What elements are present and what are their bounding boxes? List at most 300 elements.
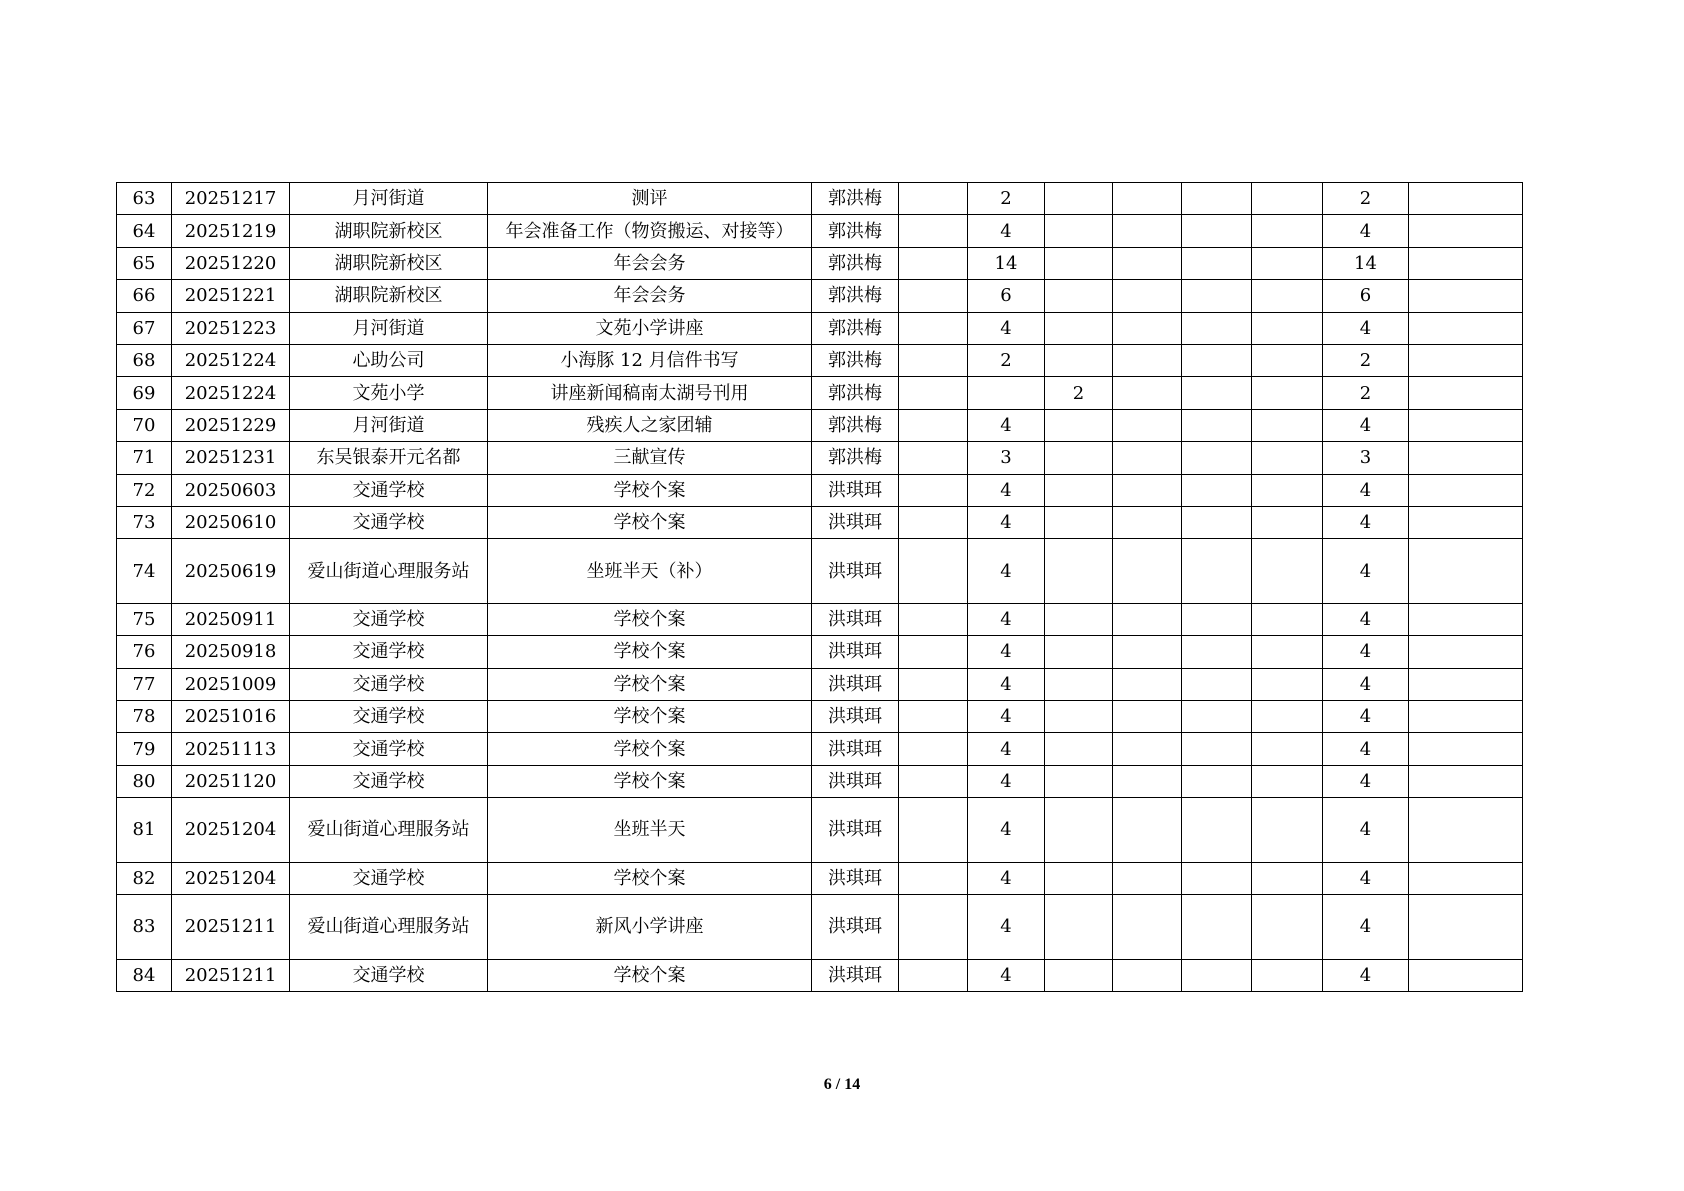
col3-cell: [1045, 668, 1113, 700]
total-cell: 4: [1323, 603, 1409, 635]
col6-cell: [1252, 280, 1323, 312]
row-number: 79: [117, 733, 172, 765]
col5-cell: [1182, 700, 1252, 732]
col5-cell: [1182, 506, 1252, 538]
place-cell: 交通学校: [290, 506, 488, 538]
col4-cell: [1113, 700, 1182, 732]
table-row: [117, 442, 1523, 474]
person-cell: 洪琪珥: [812, 959, 899, 991]
col1-cell: [899, 442, 968, 474]
date-cell: 20251231: [172, 442, 290, 474]
row-number: 83: [117, 895, 172, 960]
col3-cell: [1045, 700, 1113, 732]
col4-cell: [1113, 959, 1182, 991]
page-number: 6 / 14: [823, 1076, 861, 1093]
row-number: 80: [117, 765, 172, 797]
place-cell: 东吴银泰开元名都: [290, 442, 488, 474]
place-cell: 交通学校: [290, 603, 488, 635]
date-cell: 20251220: [172, 247, 290, 279]
person-cell: 洪琪珥: [812, 668, 899, 700]
person-cell: 郭洪梅: [812, 442, 899, 474]
col1-cell: [899, 798, 968, 863]
total-cell: 4: [1323, 474, 1409, 506]
col1-cell: [899, 668, 968, 700]
total-cell: 4: [1323, 895, 1409, 960]
col1-cell: [899, 474, 968, 506]
table-row: [117, 344, 1523, 376]
total-cell: 2: [1323, 377, 1409, 409]
col1-cell: [899, 895, 968, 960]
col3-cell: [1045, 344, 1113, 376]
col1-cell: [899, 377, 968, 409]
row-number: 77: [117, 668, 172, 700]
person-cell: 洪琪珥: [812, 506, 899, 538]
col4-cell: [1113, 506, 1182, 538]
content-cell: 学校个案: [488, 506, 812, 538]
total-cell: 6: [1323, 280, 1409, 312]
table-row: [117, 474, 1523, 506]
date-cell: 20251217: [172, 183, 290, 215]
col1-cell: [899, 247, 968, 279]
col3-cell: [1045, 765, 1113, 797]
person-cell: 洪琪珥: [812, 700, 899, 732]
col5-cell: [1182, 798, 1252, 863]
total-cell: 2: [1323, 183, 1409, 215]
note-cell: [1409, 539, 1523, 604]
table-row: [117, 183, 1523, 215]
total-cell: 4: [1323, 312, 1409, 344]
place-cell: 湖职院新校区: [290, 280, 488, 312]
person-cell: 郭洪梅: [812, 215, 899, 247]
note-cell: [1409, 733, 1523, 765]
col6-cell: [1252, 862, 1323, 894]
col6-cell: [1252, 442, 1323, 474]
col5-cell: [1182, 765, 1252, 797]
place-cell: 交通学校: [290, 668, 488, 700]
col4-cell: [1113, 862, 1182, 894]
col3-cell: [1045, 442, 1113, 474]
col1-cell: [899, 409, 968, 441]
row-number: 64: [117, 215, 172, 247]
content-cell: 年会准备工作（物资搬运、对接等）: [488, 215, 812, 247]
row-number: 84: [117, 959, 172, 991]
note-cell: [1409, 700, 1523, 732]
date-cell: 20251223: [172, 312, 290, 344]
col3-cell: [1045, 895, 1113, 960]
content-cell: 学校个案: [488, 668, 812, 700]
hours-cell: 4: [968, 539, 1045, 604]
service-record-table: [116, 182, 1523, 992]
note-cell: [1409, 603, 1523, 635]
person-cell: 郭洪梅: [812, 183, 899, 215]
col4-cell: [1113, 798, 1182, 863]
table-row: [117, 377, 1523, 409]
person-cell: 郭洪梅: [812, 377, 899, 409]
place-cell: 交通学校: [290, 862, 488, 894]
hours-cell: 4: [968, 215, 1045, 247]
person-cell: 洪琪珥: [812, 895, 899, 960]
note-cell: [1409, 636, 1523, 668]
content-cell: 学校个案: [488, 959, 812, 991]
note-cell: [1409, 798, 1523, 863]
table-row: [117, 636, 1523, 668]
col6-cell: [1252, 959, 1323, 991]
col5-cell: [1182, 636, 1252, 668]
note-cell: [1409, 959, 1523, 991]
place-cell: 湖职院新校区: [290, 215, 488, 247]
table-body: [117, 183, 1523, 992]
date-cell: 20251016: [172, 700, 290, 732]
col3-cell: [1045, 506, 1113, 538]
person-cell: 郭洪梅: [812, 280, 899, 312]
col5-cell: [1182, 183, 1252, 215]
hours-cell: 2: [968, 344, 1045, 376]
content-cell: 残疾人之家团辅: [488, 409, 812, 441]
col5-cell: [1182, 215, 1252, 247]
content-cell: 新风小学讲座: [488, 895, 812, 960]
content-cell: 学校个案: [488, 700, 812, 732]
person-cell: 洪琪珥: [812, 733, 899, 765]
col6-cell: [1252, 474, 1323, 506]
content-cell: 学校个案: [488, 733, 812, 765]
place-cell: 交通学校: [290, 700, 488, 732]
col3-cell: [1045, 280, 1113, 312]
col6-cell: [1252, 765, 1323, 797]
col4-cell: [1113, 668, 1182, 700]
table-row: [117, 409, 1523, 441]
table-row: [117, 280, 1523, 312]
note-cell: [1409, 280, 1523, 312]
col6-cell: [1252, 700, 1323, 732]
col6-cell: [1252, 895, 1323, 960]
col5-cell: [1182, 344, 1252, 376]
total-cell: 4: [1323, 700, 1409, 732]
col1-cell: [899, 636, 968, 668]
content-cell: 坐班半天: [488, 798, 812, 863]
total-cell: 4: [1323, 636, 1409, 668]
total-cell: 4: [1323, 409, 1409, 441]
place-cell: 交通学校: [290, 765, 488, 797]
date-cell: 20251211: [172, 959, 290, 991]
col4-cell: [1113, 442, 1182, 474]
col5-cell: [1182, 312, 1252, 344]
hours-cell: 4: [968, 409, 1045, 441]
col3-cell: [1045, 603, 1113, 635]
col6-cell: [1252, 798, 1323, 863]
table-row: [117, 603, 1523, 635]
note-cell: [1409, 474, 1523, 506]
place-cell: 月河街道: [290, 183, 488, 215]
row-number: 66: [117, 280, 172, 312]
date-cell: 20251224: [172, 377, 290, 409]
hours-cell: 4: [968, 765, 1045, 797]
col4-cell: [1113, 215, 1182, 247]
col3-cell: [1045, 474, 1113, 506]
row-number: 68: [117, 344, 172, 376]
table-row: [117, 798, 1523, 863]
hours-cell: 4: [968, 959, 1045, 991]
total-cell: 4: [1323, 733, 1409, 765]
col4-cell: [1113, 247, 1182, 279]
col5-cell: [1182, 247, 1252, 279]
hours-cell: 4: [968, 862, 1045, 894]
col6-cell: [1252, 247, 1323, 279]
content-cell: 学校个案: [488, 603, 812, 635]
col4-cell: [1113, 636, 1182, 668]
col5-cell: [1182, 280, 1252, 312]
col1-cell: [899, 215, 968, 247]
total-cell: 2: [1323, 344, 1409, 376]
col3-cell: [1045, 409, 1113, 441]
col3-cell: [1045, 959, 1113, 991]
date-cell: 20251229: [172, 409, 290, 441]
place-cell: 文苑小学: [290, 377, 488, 409]
hours-cell: 4: [968, 506, 1045, 538]
col4-cell: [1113, 474, 1182, 506]
col5-cell: [1182, 539, 1252, 604]
place-cell: 交通学校: [290, 959, 488, 991]
person-cell: 郭洪梅: [812, 344, 899, 376]
row-number: 74: [117, 539, 172, 604]
person-cell: 郭洪梅: [812, 312, 899, 344]
table-row: [117, 506, 1523, 538]
col6-cell: [1252, 409, 1323, 441]
col4-cell: [1113, 539, 1182, 604]
col1-cell: [899, 183, 968, 215]
col6-cell: [1252, 636, 1323, 668]
table-row: [117, 700, 1523, 732]
col5-cell: [1182, 959, 1252, 991]
content-cell: 学校个案: [488, 862, 812, 894]
hours-cell: 6: [968, 280, 1045, 312]
col6-cell: [1252, 215, 1323, 247]
col1-cell: [899, 603, 968, 635]
col3-cell: [1045, 247, 1113, 279]
total-cell: 4: [1323, 506, 1409, 538]
date-cell: 20251204: [172, 798, 290, 863]
hours-cell: 4: [968, 474, 1045, 506]
col6-cell: [1252, 668, 1323, 700]
table-row: [117, 862, 1523, 894]
record-table-container: [116, 182, 1523, 992]
place-cell: 心助公司: [290, 344, 488, 376]
col1-cell: [899, 539, 968, 604]
date-cell: 20250911: [172, 603, 290, 635]
col6-cell: [1252, 506, 1323, 538]
note-cell: [1409, 409, 1523, 441]
total-cell: 4: [1323, 862, 1409, 894]
person-cell: 郭洪梅: [812, 247, 899, 279]
note-cell: [1409, 506, 1523, 538]
col5-cell: [1182, 409, 1252, 441]
col3-cell: [1045, 798, 1113, 863]
col3-cell: [1045, 215, 1113, 247]
hours-cell: 3: [968, 442, 1045, 474]
content-cell: 年会会务: [488, 247, 812, 279]
row-number: 75: [117, 603, 172, 635]
hours-cell: 4: [968, 668, 1045, 700]
col4-cell: [1113, 280, 1182, 312]
col5-cell: [1182, 377, 1252, 409]
table-row: [117, 733, 1523, 765]
person-cell: 洪琪珥: [812, 798, 899, 863]
total-cell: 4: [1323, 668, 1409, 700]
col4-cell: [1113, 312, 1182, 344]
col3-cell: [1045, 183, 1113, 215]
note-cell: [1409, 862, 1523, 894]
col6-cell: [1252, 183, 1323, 215]
col3-cell: [1045, 636, 1113, 668]
col1-cell: [899, 862, 968, 894]
col1-cell: [899, 280, 968, 312]
col4-cell: [1113, 733, 1182, 765]
hours-cell: 4: [968, 312, 1045, 344]
content-cell: 学校个案: [488, 636, 812, 668]
note-cell: [1409, 668, 1523, 700]
col3-cell: [1045, 539, 1113, 604]
row-number: 70: [117, 409, 172, 441]
date-cell: 20251204: [172, 862, 290, 894]
row-number: 73: [117, 506, 172, 538]
content-cell: 年会会务: [488, 280, 812, 312]
row-number: 78: [117, 700, 172, 732]
place-cell: 爱山街道心理服务站: [290, 798, 488, 863]
note-cell: [1409, 183, 1523, 215]
total-cell: 4: [1323, 959, 1409, 991]
place-cell: 月河街道: [290, 409, 488, 441]
col4-cell: [1113, 344, 1182, 376]
date-cell: 20250603: [172, 474, 290, 506]
row-number: 82: [117, 862, 172, 894]
place-cell: 交通学校: [290, 733, 488, 765]
total-cell: 14: [1323, 247, 1409, 279]
content-cell: 三献宣传: [488, 442, 812, 474]
hours-cell: 2: [968, 183, 1045, 215]
content-cell: 学校个案: [488, 765, 812, 797]
hours-cell: [968, 377, 1045, 409]
table-row: [117, 539, 1523, 604]
col5-cell: [1182, 862, 1252, 894]
hours-cell: 4: [968, 798, 1045, 863]
date-cell: 20251211: [172, 895, 290, 960]
person-cell: 洪琪珥: [812, 765, 899, 797]
col5-cell: [1182, 442, 1252, 474]
col4-cell: [1113, 895, 1182, 960]
table-row: [117, 312, 1523, 344]
total-cell: 4: [1323, 215, 1409, 247]
table-row: [117, 959, 1523, 991]
col4-cell: [1113, 377, 1182, 409]
col4-cell: [1113, 409, 1182, 441]
person-cell: 洪琪珥: [812, 636, 899, 668]
content-cell: 测评: [488, 183, 812, 215]
col6-cell: [1252, 539, 1323, 604]
row-number: 81: [117, 798, 172, 863]
note-cell: [1409, 247, 1523, 279]
date-cell: 20251120: [172, 765, 290, 797]
col1-cell: [899, 506, 968, 538]
col6-cell: [1252, 733, 1323, 765]
date-cell: 20251219: [172, 215, 290, 247]
row-number: 69: [117, 377, 172, 409]
note-cell: [1409, 215, 1523, 247]
total-cell: 4: [1323, 798, 1409, 863]
col5-cell: [1182, 474, 1252, 506]
total-cell: 4: [1323, 765, 1409, 797]
note-cell: [1409, 442, 1523, 474]
date-cell: 20251224: [172, 344, 290, 376]
place-cell: 月河街道: [290, 312, 488, 344]
note-cell: [1409, 765, 1523, 797]
col4-cell: [1113, 765, 1182, 797]
hours-cell: 4: [968, 636, 1045, 668]
date-cell: 20250619: [172, 539, 290, 604]
hours-cell: 4: [968, 733, 1045, 765]
person-cell: 洪琪珥: [812, 862, 899, 894]
col1-cell: [899, 733, 968, 765]
table-row: [117, 668, 1523, 700]
total-cell: 4: [1323, 539, 1409, 604]
date-cell: 20251221: [172, 280, 290, 312]
table-row: [117, 765, 1523, 797]
content-cell: 文苑小学讲座: [488, 312, 812, 344]
total-cell: 3: [1323, 442, 1409, 474]
place-cell: 爱山街道心理服务站: [290, 895, 488, 960]
col6-cell: [1252, 344, 1323, 376]
place-cell: 爱山街道心理服务站: [290, 539, 488, 604]
content-cell: 坐班半天（补）: [488, 539, 812, 604]
content-cell: 讲座新闻稿南太湖号刊用: [488, 377, 812, 409]
row-number: 76: [117, 636, 172, 668]
col4-cell: [1113, 603, 1182, 635]
col1-cell: [899, 312, 968, 344]
note-cell: [1409, 895, 1523, 960]
col5-cell: [1182, 733, 1252, 765]
place-cell: 交通学校: [290, 636, 488, 668]
date-cell: 20250610: [172, 506, 290, 538]
col3-cell: 2: [1045, 377, 1113, 409]
content-cell: 小海豚 12 月信件书写: [488, 344, 812, 376]
date-cell: 20251113: [172, 733, 290, 765]
col6-cell: [1252, 312, 1323, 344]
table-row: [117, 895, 1523, 960]
row-number: 72: [117, 474, 172, 506]
person-cell: 洪琪珥: [812, 539, 899, 604]
hours-cell: 4: [968, 603, 1045, 635]
date-cell: 20250918: [172, 636, 290, 668]
row-number: 67: [117, 312, 172, 344]
date-cell: 20251009: [172, 668, 290, 700]
hours-cell: 4: [968, 700, 1045, 732]
place-cell: 交通学校: [290, 474, 488, 506]
col3-cell: [1045, 862, 1113, 894]
note-cell: [1409, 377, 1523, 409]
col1-cell: [899, 700, 968, 732]
col1-cell: [899, 765, 968, 797]
note-cell: [1409, 312, 1523, 344]
place-cell: 湖职院新校区: [290, 247, 488, 279]
col5-cell: [1182, 668, 1252, 700]
person-cell: 郭洪梅: [812, 409, 899, 441]
row-number: 65: [117, 247, 172, 279]
col1-cell: [899, 959, 968, 991]
col5-cell: [1182, 895, 1252, 960]
col6-cell: [1252, 603, 1323, 635]
col1-cell: [899, 344, 968, 376]
table-row: [117, 215, 1523, 247]
col5-cell: [1182, 603, 1252, 635]
hours-cell: 4: [968, 895, 1045, 960]
